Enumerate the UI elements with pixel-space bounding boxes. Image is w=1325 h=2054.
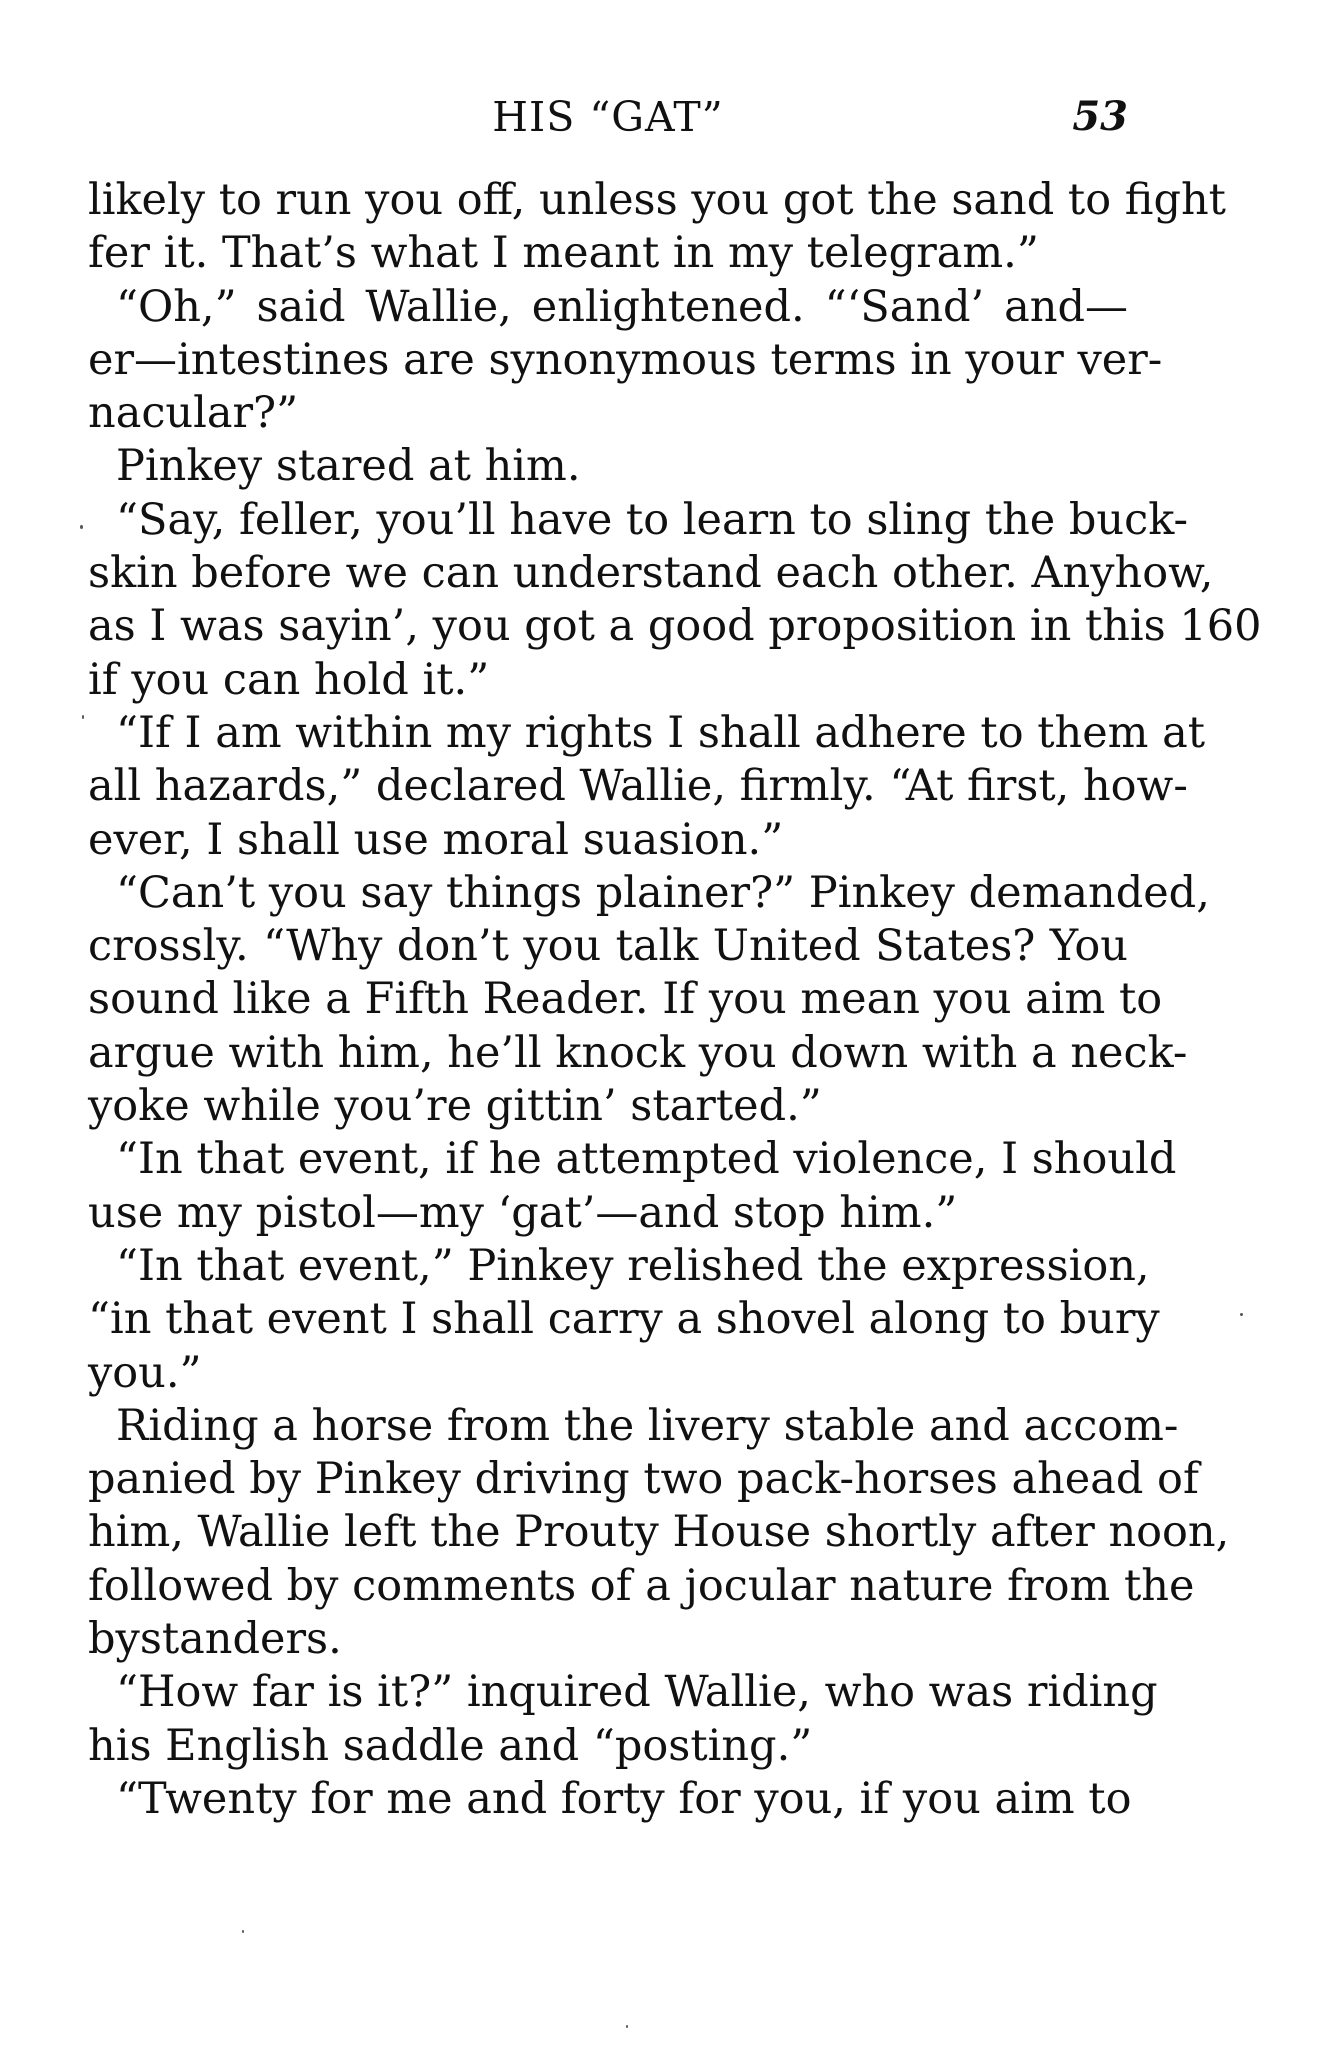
text-line: “Can’t you say things plainer?” Pinkey demanded, xyxy=(116,867,1210,918)
text-line: “in that event I shall carry a shovel along to bury xyxy=(88,1294,1160,1345)
text-line: skin before we can understand each other. Anyhow, xyxy=(88,548,1214,599)
text-line: “Oh,” said Wallie, enlightened. “‘Sand’ and— xyxy=(116,281,1128,332)
text-line: “If I am within my rights I shall adhere to them at xyxy=(116,707,1206,758)
text-line: “In that event,” Pinkey relished the expression, xyxy=(116,1240,1150,1291)
text-line: “Twenty for me and forty for you, if you aim to xyxy=(116,1773,1132,1824)
text-line: fer it. That’s what I meant in my telegram.” xyxy=(88,228,1039,279)
text-line: bystanders. xyxy=(88,1614,342,1665)
text-line: nacular?” xyxy=(88,388,299,439)
paper-speck xyxy=(80,525,83,529)
text-line: “How far is it?” inquired Wallie, who was riding xyxy=(116,1667,1158,1718)
text-line: panied by Pinkey driving two pack-horses ahead of xyxy=(88,1454,1199,1505)
text-line: all hazards,” declared Wallie, firmly. “At first, how- xyxy=(88,761,1188,812)
paper-speck xyxy=(242,1930,244,1933)
text-line: “Say, feller, you’ll have to learn to sling the buck- xyxy=(116,494,1189,545)
text-line: his English saddle and “posting.” xyxy=(88,1720,813,1771)
text-line: Pinkey stared at him. xyxy=(116,441,581,492)
paper-speck xyxy=(82,715,84,719)
text-line: sound like a Fifth Reader. If you mean you aim to xyxy=(88,974,1163,1025)
text-line: “In that event, if he attempted violence, I should xyxy=(116,1134,1177,1185)
text-line: Riding a horse from the livery stable and accom- xyxy=(116,1400,1179,1451)
text-line: ever, I shall use moral suasion.” xyxy=(88,814,784,865)
text-line: if you can hold it.” xyxy=(88,654,490,705)
running-head-title: HIS “GAT” xyxy=(492,93,724,141)
text-line: use my pistol—my ‘gat’—and stop him.” xyxy=(88,1187,958,1238)
page-number: 53 xyxy=(1072,93,1128,140)
text-line: yoke while you’re gittin’ started.” xyxy=(88,1081,822,1132)
running-head xyxy=(88,93,1128,153)
body-text xyxy=(88,174,1262,1826)
text-line: you.” xyxy=(88,1347,202,1398)
text-line: followed by comments of a jocular nature from the xyxy=(88,1560,1195,1611)
paper-speck xyxy=(626,2025,628,2028)
text-line: argue with him, he’ll knock you down with a neck- xyxy=(88,1027,1188,1078)
text-line: er—intestines are synonymous terms in your ver- xyxy=(88,334,1163,385)
paper-speck xyxy=(1240,1313,1243,1316)
text-line: him, Wallie left the Prouty House shortly after noon, xyxy=(88,1507,1230,1558)
text-line: crossly. “Why don’t you talk United States? You xyxy=(88,921,1128,972)
text-line: likely to run you off, unless you got the sand to fight xyxy=(88,175,1226,225)
text-line: as I was sayin’, you got a good proposition in this 160 xyxy=(88,601,1262,652)
